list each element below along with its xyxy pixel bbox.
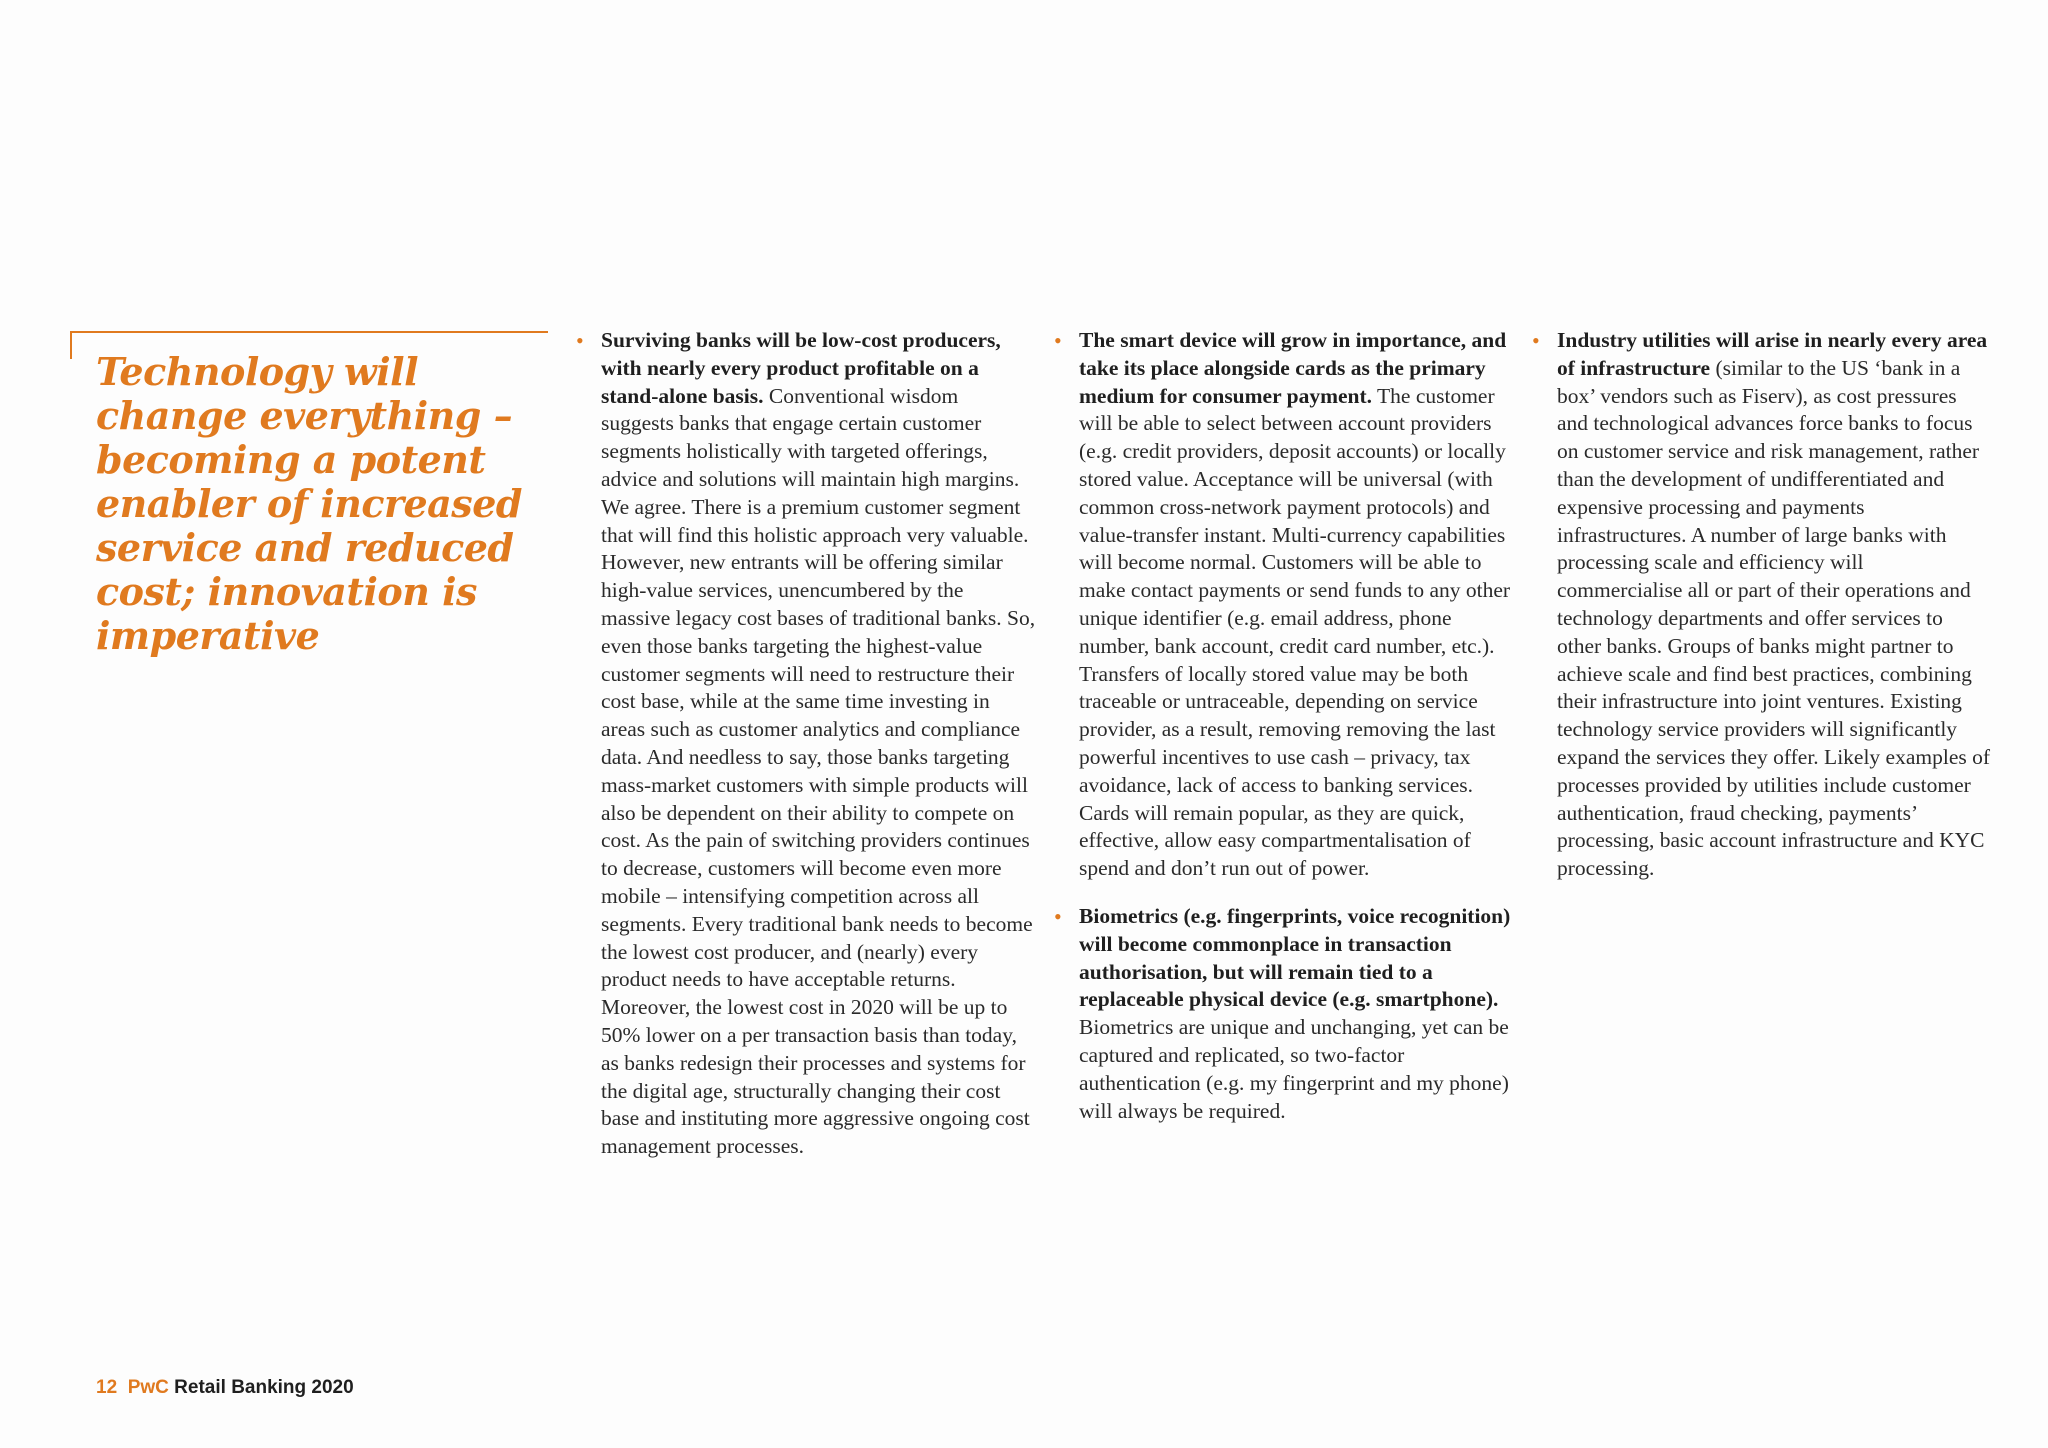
bullet-body: Conventional wisdom suggests banks that engage certain customer segments holistically with targeted offerings, advice and solutions will maintain high margins. We agree. There is a premium customer segment that will find this holistic approach very valuable. However, new entrants will be offering similar high-value services, unencumbered by the massive legacy cost bases of traditional banks. So, even those banks targeting the highest-value customer segments will need to restructure their cost base, while at the same time investing in areas such as customer analytics and compliance data. And needless to say, those banks targeting mass-market customers with simple products will also be dependent on their ability to compete on cost. As the pain of switching providers continues to decrease, customers will become even more mobile – intensifying competition across all segments. Every traditional bank needs to become the lowest cost producer, and (nearly) every product needs to have acceptable returns. Moreover, the lowest cost in 2020 will be up to 50% lower on a per transaction basis than today, as banks redesign their processes and systems for the digital age, structurally changing their cost base and instituting more aggressive ongoing cost management processes. xyxy=(601,383,1036,1159)
bullet-item xyxy=(1054,327,1514,883)
bullet-body: The customer will be able to select between account providers (e.g. credit providers, deposit accounts) or locally stored value. Acceptance will be universal (with common cross-network payment protocols) and value-transfer instant. Multi-currency capabilities will become normal. Customers will be able to make contact payments or send funds to any other unique identifier (e.g. email address, phone number, bank account, credit card number, etc.). Transfers of locally stored value may be both traceable or untraceable, depending on service provider, as a result, removing removing the last powerful incentives to use cash – privacy, tax avoidance, lack of access to banking services. Cards will remain popular, as they are quick, effective, allow easy compartmentalisation of spend and don’t run out of power. xyxy=(1079,383,1511,881)
page-number: 12 xyxy=(96,1377,118,1398)
bullet-item xyxy=(1532,327,1992,883)
bullet-lead: The smart device will grow in importance, and take its place alongside cards as the primary medium for consumer payment. xyxy=(1079,328,1507,408)
bullet-item xyxy=(576,327,1036,1161)
bullet-icon: • xyxy=(1054,328,1062,353)
bullet-lead: Surviving banks will be low-cost producers, with nearly every product profitable on a stand-alone basis. xyxy=(601,328,1001,408)
page-footer xyxy=(96,1377,354,1399)
column-3 xyxy=(1532,327,1992,903)
bullet-icon: • xyxy=(576,328,584,353)
bullet-icon: • xyxy=(1532,328,1540,353)
bullet-body: Biometrics are unique and unchanging, yet can be captured and replicated, so two-factor authentication (e.g. my fingerprint and my phone) will always be required. xyxy=(1079,1015,1509,1123)
column-2 xyxy=(1054,327,1514,1145)
bullet-item xyxy=(1054,903,1514,1125)
bullet-lead: Biometrics (e.g. fingerprints, voice recognition) will become commonplace in transaction authorisation, but will remain tied to a replaceable physical device (e.g. smartphone). xyxy=(1079,903,1511,1012)
bullet-icon: • xyxy=(1054,903,1062,929)
pull-quote: Technology will change everything – becoming a potent enabler of increased service and reduced cost; innovation is imperative xyxy=(96,349,522,658)
bullet-lead: Industry utilities will arise in nearly every area of infrastructure xyxy=(1557,328,1988,380)
bullet-body: (similar to the US ‘bank in a box’ vendors such as Fiserv), as cost pressures and technological advances force banks to focus on customer service and risk management, rather than the development of undifferentiated and expensive processing and payments infrastructures. A number of large banks with processing scale and efficiency will commercialise all or part of their operations and technology departments and offer services to other banks. Groups of banks might partner to achieve scale and find best practices, combining their infrastructure into joint ventures. Existing technology service providers will significantly expand the services they offer. Likely examples of processes provided by utilities include customer authentication, fraud checking, payments’ processing, basic account infrastructure and KYC processing. xyxy=(1557,355,1991,881)
column-1 xyxy=(576,327,1036,1181)
brand-name: PwC xyxy=(127,1377,169,1398)
publication-title: Retail Banking 2020 xyxy=(174,1377,354,1398)
